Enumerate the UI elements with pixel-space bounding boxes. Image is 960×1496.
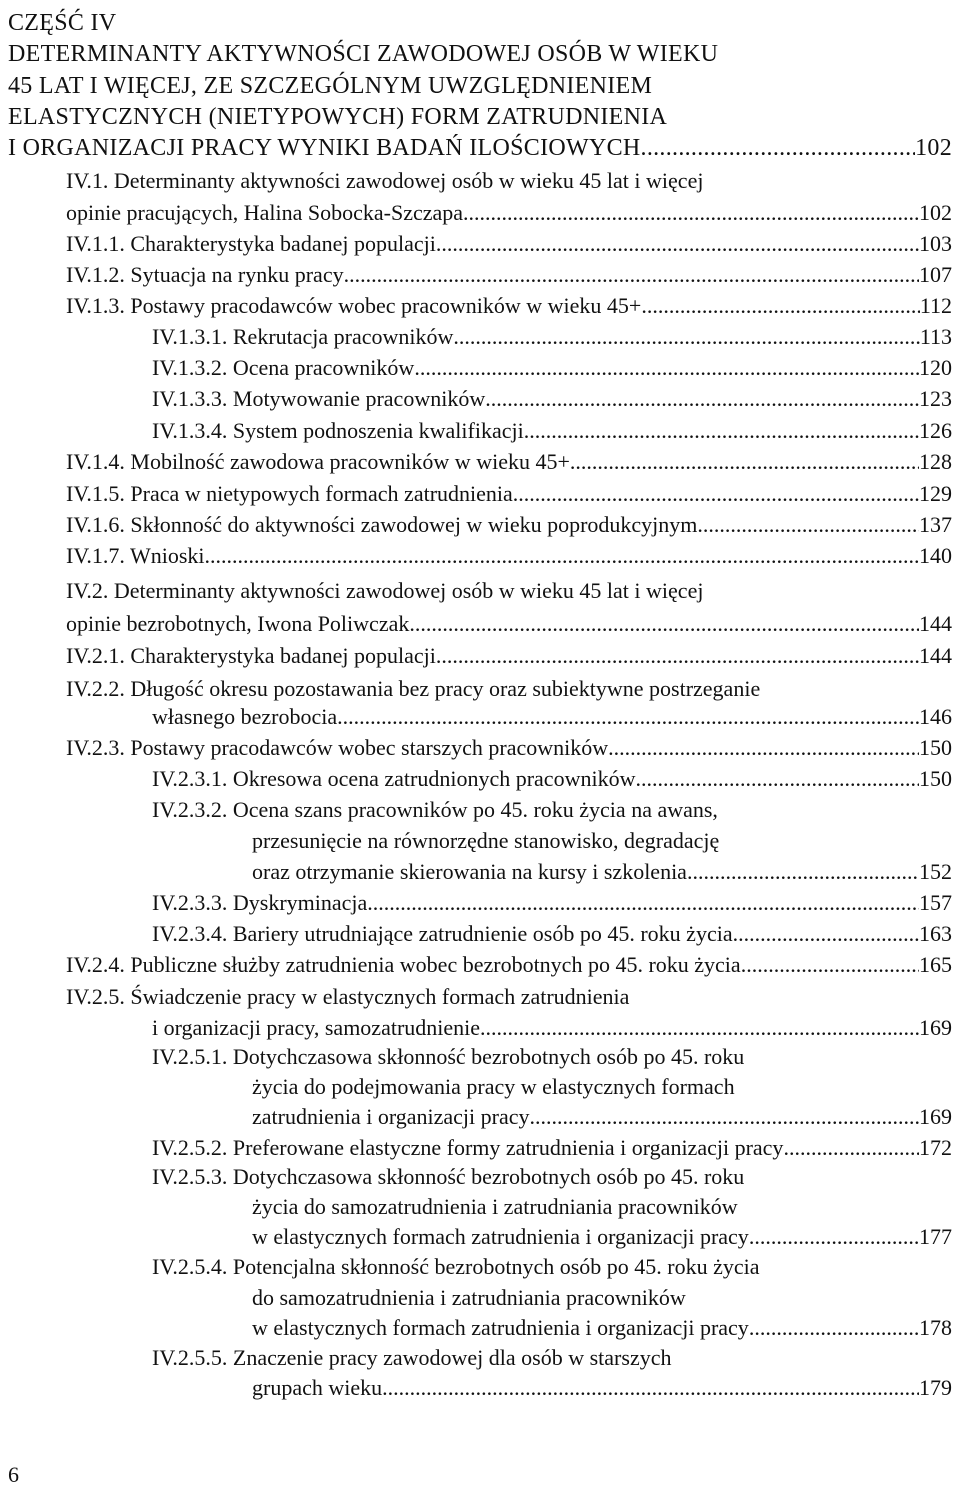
- toc-entry-text: IV.2.1. Charakterystyka badanej populacji: [66, 643, 436, 668]
- toc-entry[interactable]: [152, 702, 952, 732]
- toc-entry-text: I ORGANIZACJI PRACY WYNIKI BADAŃ ILOŚCIOWYCH: [8, 135, 641, 161]
- toc-page-number: 126: [919, 418, 952, 443]
- toc-entry[interactable]: [252, 1373, 952, 1403]
- toc-entry: [252, 1283, 952, 1313]
- toc-entry: [152, 1042, 952, 1072]
- toc-page-number: 103: [919, 231, 952, 256]
- toc-page-number: 157: [919, 890, 952, 915]
- toc-entry-text: IV.1.2. Sytuacja na rynku pracy: [66, 262, 344, 287]
- part-heading-line: [8, 71, 952, 101]
- toc-entry[interactable]: [66, 447, 952, 477]
- toc-entry[interactable]: [66, 260, 952, 290]
- leader-dots: [436, 641, 919, 671]
- part-heading-line: [8, 102, 952, 132]
- leader-dots: [485, 384, 919, 414]
- toc-page-number: 146: [919, 704, 952, 729]
- leader-dots: [382, 1373, 919, 1403]
- toc-page-number: 129: [919, 481, 952, 506]
- toc-entry[interactable]: [152, 416, 952, 446]
- toc-entry-text: w elastycznych formach zatrudnienia i organizacji pracy: [252, 1315, 749, 1340]
- toc-page-number: 150: [919, 735, 952, 760]
- leader-dots: [697, 510, 919, 540]
- leader-dots: [205, 541, 919, 571]
- toc-entry: [152, 1252, 952, 1282]
- leader-dots: [344, 260, 919, 290]
- toc-page-number: 169: [919, 1104, 952, 1129]
- toc-entry-text: IV.2.5.3. Dotychczasowa skłonność bezrobotnych osób po 45. roku: [152, 1164, 745, 1189]
- toc-entry[interactable]: [66, 541, 952, 571]
- leader-dots: [367, 888, 919, 918]
- toc-entry-text: IV.2.5.1. Dotychczasowa skłonność bezrobotnych osób po 45. roku: [152, 1044, 745, 1069]
- toc-entry-text: IV.2.5.2. Preferowane elastyczne formy zatrudnienia i organizacji pracy: [152, 1135, 784, 1160]
- toc-entry-text: IV.1.6. Skłonność do aktywności zawodowej w wieku poprodukcyjnym: [66, 512, 698, 537]
- toc-entry-text: w elastycznych formach zatrudnienia i organizacji pracy: [252, 1224, 749, 1249]
- part-heading-line: [8, 39, 952, 69]
- toc-entry-text: IV.2.5.5. Znaczenie pracy zawodowej dla osób w starszych: [152, 1345, 672, 1370]
- toc-entry[interactable]: [152, 322, 952, 352]
- leader-dots: [635, 764, 919, 794]
- page-number: 6: [8, 1462, 19, 1487]
- toc-entry: [152, 795, 952, 825]
- toc-entry[interactable]: [66, 479, 952, 509]
- leader-dots: [524, 416, 919, 446]
- toc-entry-text: IV.2.3.2. Ocena szans pracowników po 45. roku życia na awans,: [152, 797, 718, 822]
- toc-entry-text: IV.1.1. Charakterystyka badanej populacji: [66, 231, 436, 256]
- toc-entry[interactable]: [66, 641, 952, 671]
- toc-entry-text: IV.1.3.3. Motywowanie pracowników: [152, 386, 486, 411]
- toc-page-number: 144: [919, 611, 952, 636]
- toc-entry: [66, 166, 952, 196]
- toc-page-number: 163: [919, 921, 952, 946]
- leader-dots: [641, 291, 919, 321]
- toc-entry[interactable]: [252, 1222, 952, 1252]
- leader-dots: [453, 322, 919, 352]
- leader-dots: [530, 1102, 919, 1132]
- toc-page-number: 179: [919, 1375, 952, 1400]
- part-heading-entry[interactable]: [8, 133, 952, 163]
- toc-entry-text: IV.1.3.1. Rekrutacja pracowników: [152, 324, 454, 349]
- toc-entry[interactable]: [152, 888, 952, 918]
- toc-page-number: 178: [919, 1315, 952, 1340]
- toc-entry[interactable]: [66, 733, 952, 763]
- toc-entry: [152, 1162, 952, 1192]
- leader-dots: [480, 1013, 919, 1043]
- toc-page-number: 112: [919, 293, 952, 318]
- toc-entry: [252, 1192, 952, 1222]
- toc-page-number: 165: [919, 952, 952, 977]
- toc-entry: [66, 982, 952, 1012]
- toc-entry-text: IV.2.5.4. Potencjalna skłonność bezrobotnych osób po 45. roku życia: [152, 1254, 760, 1279]
- leader-dots: [749, 1222, 919, 1252]
- toc-page-number: 140: [919, 543, 952, 568]
- toc-entry-text: IV.2. Determinanty aktywności zawodowej osób w wieku 45 lat i więcej: [66, 578, 704, 603]
- toc-entry-text: opinie bezrobotnych, Iwona Poliwczak: [66, 611, 410, 636]
- toc-page-number: 107: [919, 262, 952, 287]
- toc-entry-text: IV.2.5. Świadczenie pracy w elastycznych formach zatrudnienia: [66, 984, 630, 1009]
- toc-entry[interactable]: [152, 764, 952, 794]
- toc-entry[interactable]: [252, 1313, 952, 1343]
- leader-dots: [783, 1133, 919, 1163]
- toc-entry: [152, 1343, 952, 1373]
- toc-entry-text: IV.2.3. Postawy pracodawców wobec starszych pracowników: [66, 735, 609, 760]
- leader-dots: [741, 950, 919, 980]
- toc-entry-text: IV.1.3.4. System podnoszenia kwalifikacji: [152, 418, 524, 443]
- toc-entry-text: własnego bezrobocia: [152, 704, 338, 729]
- toc-entry-text: oraz otrzymanie skierowania na kursy i szkolenia: [252, 859, 687, 884]
- toc-entry[interactable]: [152, 384, 952, 414]
- toc-page-number: 102: [915, 135, 952, 161]
- toc-entry-text: życia do podejmowania pracy w elastycznych formach: [252, 1074, 735, 1099]
- toc-page-number: 128: [919, 449, 952, 474]
- toc-entry-text: IV.1.4. Mobilność zawodowa pracowników w wieku 45+: [66, 449, 570, 474]
- toc-page-number: 120: [919, 355, 952, 380]
- toc-entry-text: ELASTYCZNYCH (NIETYPOWYCH) FORM ZATRUDNIENIA: [8, 104, 668, 130]
- toc-entry-text: grupach wieku: [252, 1375, 383, 1400]
- toc-page-number: 102: [919, 200, 952, 225]
- toc-entry[interactable]: [66, 609, 952, 639]
- toc-entry[interactable]: [152, 1013, 952, 1043]
- toc-page-number: 113: [919, 324, 952, 349]
- leader-dots: [749, 1313, 919, 1343]
- toc-page-number: 137: [919, 512, 952, 537]
- toc-entry[interactable]: [252, 1102, 952, 1132]
- toc-entry-text: IV.2.3.3. Dyskryminacja: [152, 890, 368, 915]
- toc-entry: [252, 826, 952, 856]
- toc-entry[interactable]: [152, 353, 952, 383]
- toc-entry-text: 45 LAT I WIĘCEJ, ZE SZCZEGÓLNYM UWZGLĘDNIENIEM: [8, 73, 653, 99]
- toc-entry-text: opinie pracujących, Halina Sobocka-Szczapa: [66, 200, 464, 225]
- leader-dots: [641, 133, 916, 163]
- toc-entry: [66, 674, 952, 704]
- toc-entry-text: IV.1.3.2. Ocena pracowników: [152, 355, 415, 380]
- toc-entry-text: IV.2.3.1. Okresowa ocena zatrudnionych pracowników: [152, 766, 636, 791]
- leader-dots: [687, 857, 919, 887]
- toc-entry-text: DETERMINANTY AKTYWNOŚCI ZAWODOWEJ OSÓB W WIEKU: [8, 41, 719, 67]
- leader-dots: [570, 447, 919, 477]
- toc-entry[interactable]: [152, 919, 952, 949]
- toc-entry[interactable]: [66, 510, 952, 540]
- toc-entry-text: IV.2.4. Publiczne służby zatrudnienia wobec bezrobotnych po 45. roku życia: [66, 952, 741, 977]
- toc-page-number: 172: [919, 1135, 952, 1160]
- leader-dots: [337, 702, 919, 732]
- toc-entry-text: przesunięcie na równorzędne stanowisko, degradację: [252, 828, 720, 853]
- leader-dots: [436, 229, 919, 259]
- toc-entry[interactable]: [252, 857, 952, 887]
- toc-entry-text: IV.1.3. Postawy pracodawców wobec pracowników w wieku 45+: [66, 293, 642, 318]
- toc-entry[interactable]: [66, 229, 952, 259]
- toc-entry-text: życia do samozatrudnienia i zatrudniania pracowników: [252, 1194, 738, 1219]
- leader-dots: [733, 919, 919, 949]
- toc-page-number: 177: [919, 1224, 952, 1249]
- toc-entry-text: IV.1. Determinanty aktywności zawodowej osób w wieku 45 lat i więcej: [66, 168, 704, 193]
- leader-dots: [463, 198, 919, 228]
- toc-page-number: 169: [919, 1015, 952, 1040]
- toc-entry-text: do samozatrudnienia i zatrudniania pracowników: [252, 1285, 686, 1310]
- toc-page-number: 150: [919, 766, 952, 791]
- toc-page-number: 144: [919, 643, 952, 668]
- leader-dots: [513, 479, 919, 509]
- toc-entry-text: IV.1.7. Wnioski: [66, 543, 205, 568]
- leader-dots: [608, 733, 919, 763]
- toc-entry-text: zatrudnienia i organizacji pracy: [252, 1104, 530, 1129]
- leader-dots: [414, 353, 919, 383]
- toc-entry: [66, 576, 952, 606]
- toc-entry[interactable]: [152, 1133, 952, 1163]
- toc-page-number: 123: [919, 386, 952, 411]
- toc-entry: [252, 1072, 952, 1102]
- toc-entry-text: IV.2.2. Długość okresu pozostawania bez pracy oraz subiektywne postrzeganie: [66, 676, 761, 701]
- toc-entry-text: CZĘŚĆ IV: [8, 10, 117, 36]
- toc-entry[interactable]: [66, 950, 952, 980]
- toc-entry-text: IV.2.3.4. Bariery utrudniające zatrudnienie osób po 45. roku życia: [152, 921, 733, 946]
- toc-page-number: 152: [919, 859, 952, 884]
- toc-entry-text: IV.1.5. Praca w nietypowych formach zatrudnienia: [66, 481, 513, 506]
- toc-entry[interactable]: [66, 291, 952, 321]
- toc-entry-text: i organizacji pracy, samozatrudnienie: [152, 1015, 481, 1040]
- toc-entry[interactable]: [66, 198, 952, 228]
- leader-dots: [409, 609, 919, 639]
- part-heading-line: [8, 8, 952, 38]
